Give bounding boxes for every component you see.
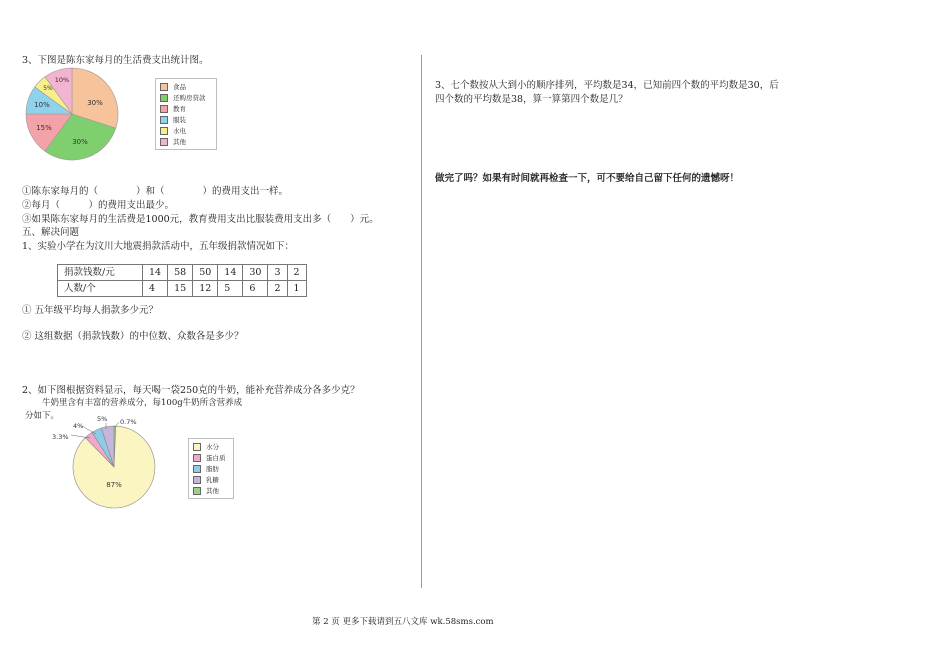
pie1-label-clothing: 10% xyxy=(34,101,50,109)
problem1-question2: ② 这组数据（捐款钱数）的中位数、众数各是多少？ xyxy=(22,331,244,342)
pie2-label-protein: 3.3% xyxy=(52,433,69,441)
table-cell: 14 xyxy=(143,265,168,281)
row-header: 人数/个 xyxy=(58,281,143,297)
table-cell: 5 xyxy=(218,281,243,297)
section-title: 五、解决问题 xyxy=(22,227,80,238)
donation-table xyxy=(57,264,307,297)
table-cell: 6 xyxy=(243,281,268,297)
legend-item-water xyxy=(193,442,219,451)
table-cell: 1 xyxy=(287,281,306,297)
legend-item-education xyxy=(160,104,186,113)
legend-label: 水电 xyxy=(173,126,186,135)
legend-label: 服装 xyxy=(173,115,186,124)
legend-label: 乳糖 xyxy=(206,475,219,484)
legend-item-other xyxy=(160,137,186,146)
problem2-title: 2、如下图根据资料显示，每天喝一袋250克的牛奶，能补充营养成分各多少克？ xyxy=(22,385,360,396)
legend-swatch xyxy=(160,138,168,146)
milk-pie-chart xyxy=(40,412,165,512)
legend-item-loan xyxy=(160,93,206,102)
milk-caption-line1: 牛奶里含有丰富的营养成分，每100g牛奶所含营养成 xyxy=(42,398,243,408)
table-cell: 2 xyxy=(287,265,306,281)
legend-label: 食品 xyxy=(173,82,186,91)
table-cell: 30 xyxy=(243,265,268,281)
q3-sub2: ②每月（ ）的费用支出最少。 xyxy=(22,200,175,211)
legend-swatch xyxy=(193,476,201,484)
pie1-label-food: 30% xyxy=(87,99,103,107)
milk-legend xyxy=(188,438,234,499)
pie1-label-utilities: 5% xyxy=(43,85,53,92)
legend-swatch xyxy=(160,83,168,91)
pie1-label-other: 10% xyxy=(54,76,70,84)
pie1-label-education: 15% xyxy=(36,124,52,132)
table-cell: 4 xyxy=(143,281,168,297)
column-divider xyxy=(421,55,422,588)
legend-label: 其他 xyxy=(173,137,186,146)
pie2-label-water: 87% xyxy=(106,481,122,489)
legend-item-food xyxy=(160,82,186,91)
legend-swatch xyxy=(160,116,168,124)
page-footer: 第 2 页 更多下载请到五八文库 wk.58sms.com xyxy=(312,617,494,627)
right-q3-line2: 四个数的平均数是38，算一算第四个数是几？ xyxy=(435,94,628,105)
legend-item-clothing xyxy=(160,115,186,124)
q3-title: 3、下图是陈东家每月的生活费支出统计图。 xyxy=(22,55,209,66)
q3-sub1: ①陈东家每月的（ ）和（ ）的费用支出一样。 xyxy=(22,186,289,197)
legend-swatch xyxy=(193,454,201,462)
table-cell: 15 xyxy=(168,281,193,297)
milk-caption-line2: 分如下。 xyxy=(25,411,60,421)
legend-item-protein xyxy=(193,453,226,462)
pie2-label-fat: 4% xyxy=(73,422,84,430)
table-cell: 14 xyxy=(218,265,243,281)
table-row xyxy=(58,281,307,297)
pie2-label-other: 0.7% xyxy=(120,418,137,426)
table-cell: 12 xyxy=(193,281,218,297)
q3-sub3: ③如果陈东家每月的生活费是1000元，教育费用支出比服装费用支出多（ ）元。 xyxy=(22,214,379,225)
closing-remark: 做完了吗？如果有时间就再检查一下，可不要给自己留下任何的遗憾呀！ xyxy=(435,173,740,184)
legend-swatch xyxy=(193,487,201,495)
legend-label: 教育 xyxy=(173,104,186,113)
expense-pie-chart xyxy=(24,66,124,166)
table-cell: 50 xyxy=(193,265,218,281)
legend-label: 其他 xyxy=(206,486,219,495)
legend-item-fat xyxy=(193,464,219,473)
legend-swatch xyxy=(160,105,168,113)
legend-swatch xyxy=(193,465,201,473)
pie2-label-lactose: 5% xyxy=(97,415,108,423)
table-row xyxy=(58,265,307,281)
table-cell: 3 xyxy=(268,265,287,281)
pie1-label-loan: 30% xyxy=(72,138,88,146)
legend-label: 还购房贷款 xyxy=(173,93,206,102)
right-q3-line1: 3、七个数按从大到小的顺序排列，平均数是34，已知前四个数的平均数是30，后 xyxy=(435,80,779,91)
legend-item-lactose xyxy=(193,475,219,484)
problem1-question1: ① 五年级平均每人捐款多少元？ xyxy=(22,305,159,316)
legend-swatch xyxy=(193,443,201,451)
legend-swatch xyxy=(160,127,168,135)
row-header: 捐款钱数/元 xyxy=(58,265,143,281)
legend-label: 蛋白质 xyxy=(206,453,226,462)
table-cell: 58 xyxy=(168,265,193,281)
legend-item-utilities xyxy=(160,126,186,135)
problem1-title: 1、实验小学在为汶川大地震捐款活动中，五年级捐款情况如下： xyxy=(22,241,295,252)
legend-item-other xyxy=(193,486,219,495)
expense-legend xyxy=(155,78,217,150)
legend-swatch xyxy=(160,94,168,102)
legend-label: 脂肪 xyxy=(206,464,219,473)
legend-label: 水分 xyxy=(206,442,219,451)
table-cell: 2 xyxy=(268,281,287,297)
